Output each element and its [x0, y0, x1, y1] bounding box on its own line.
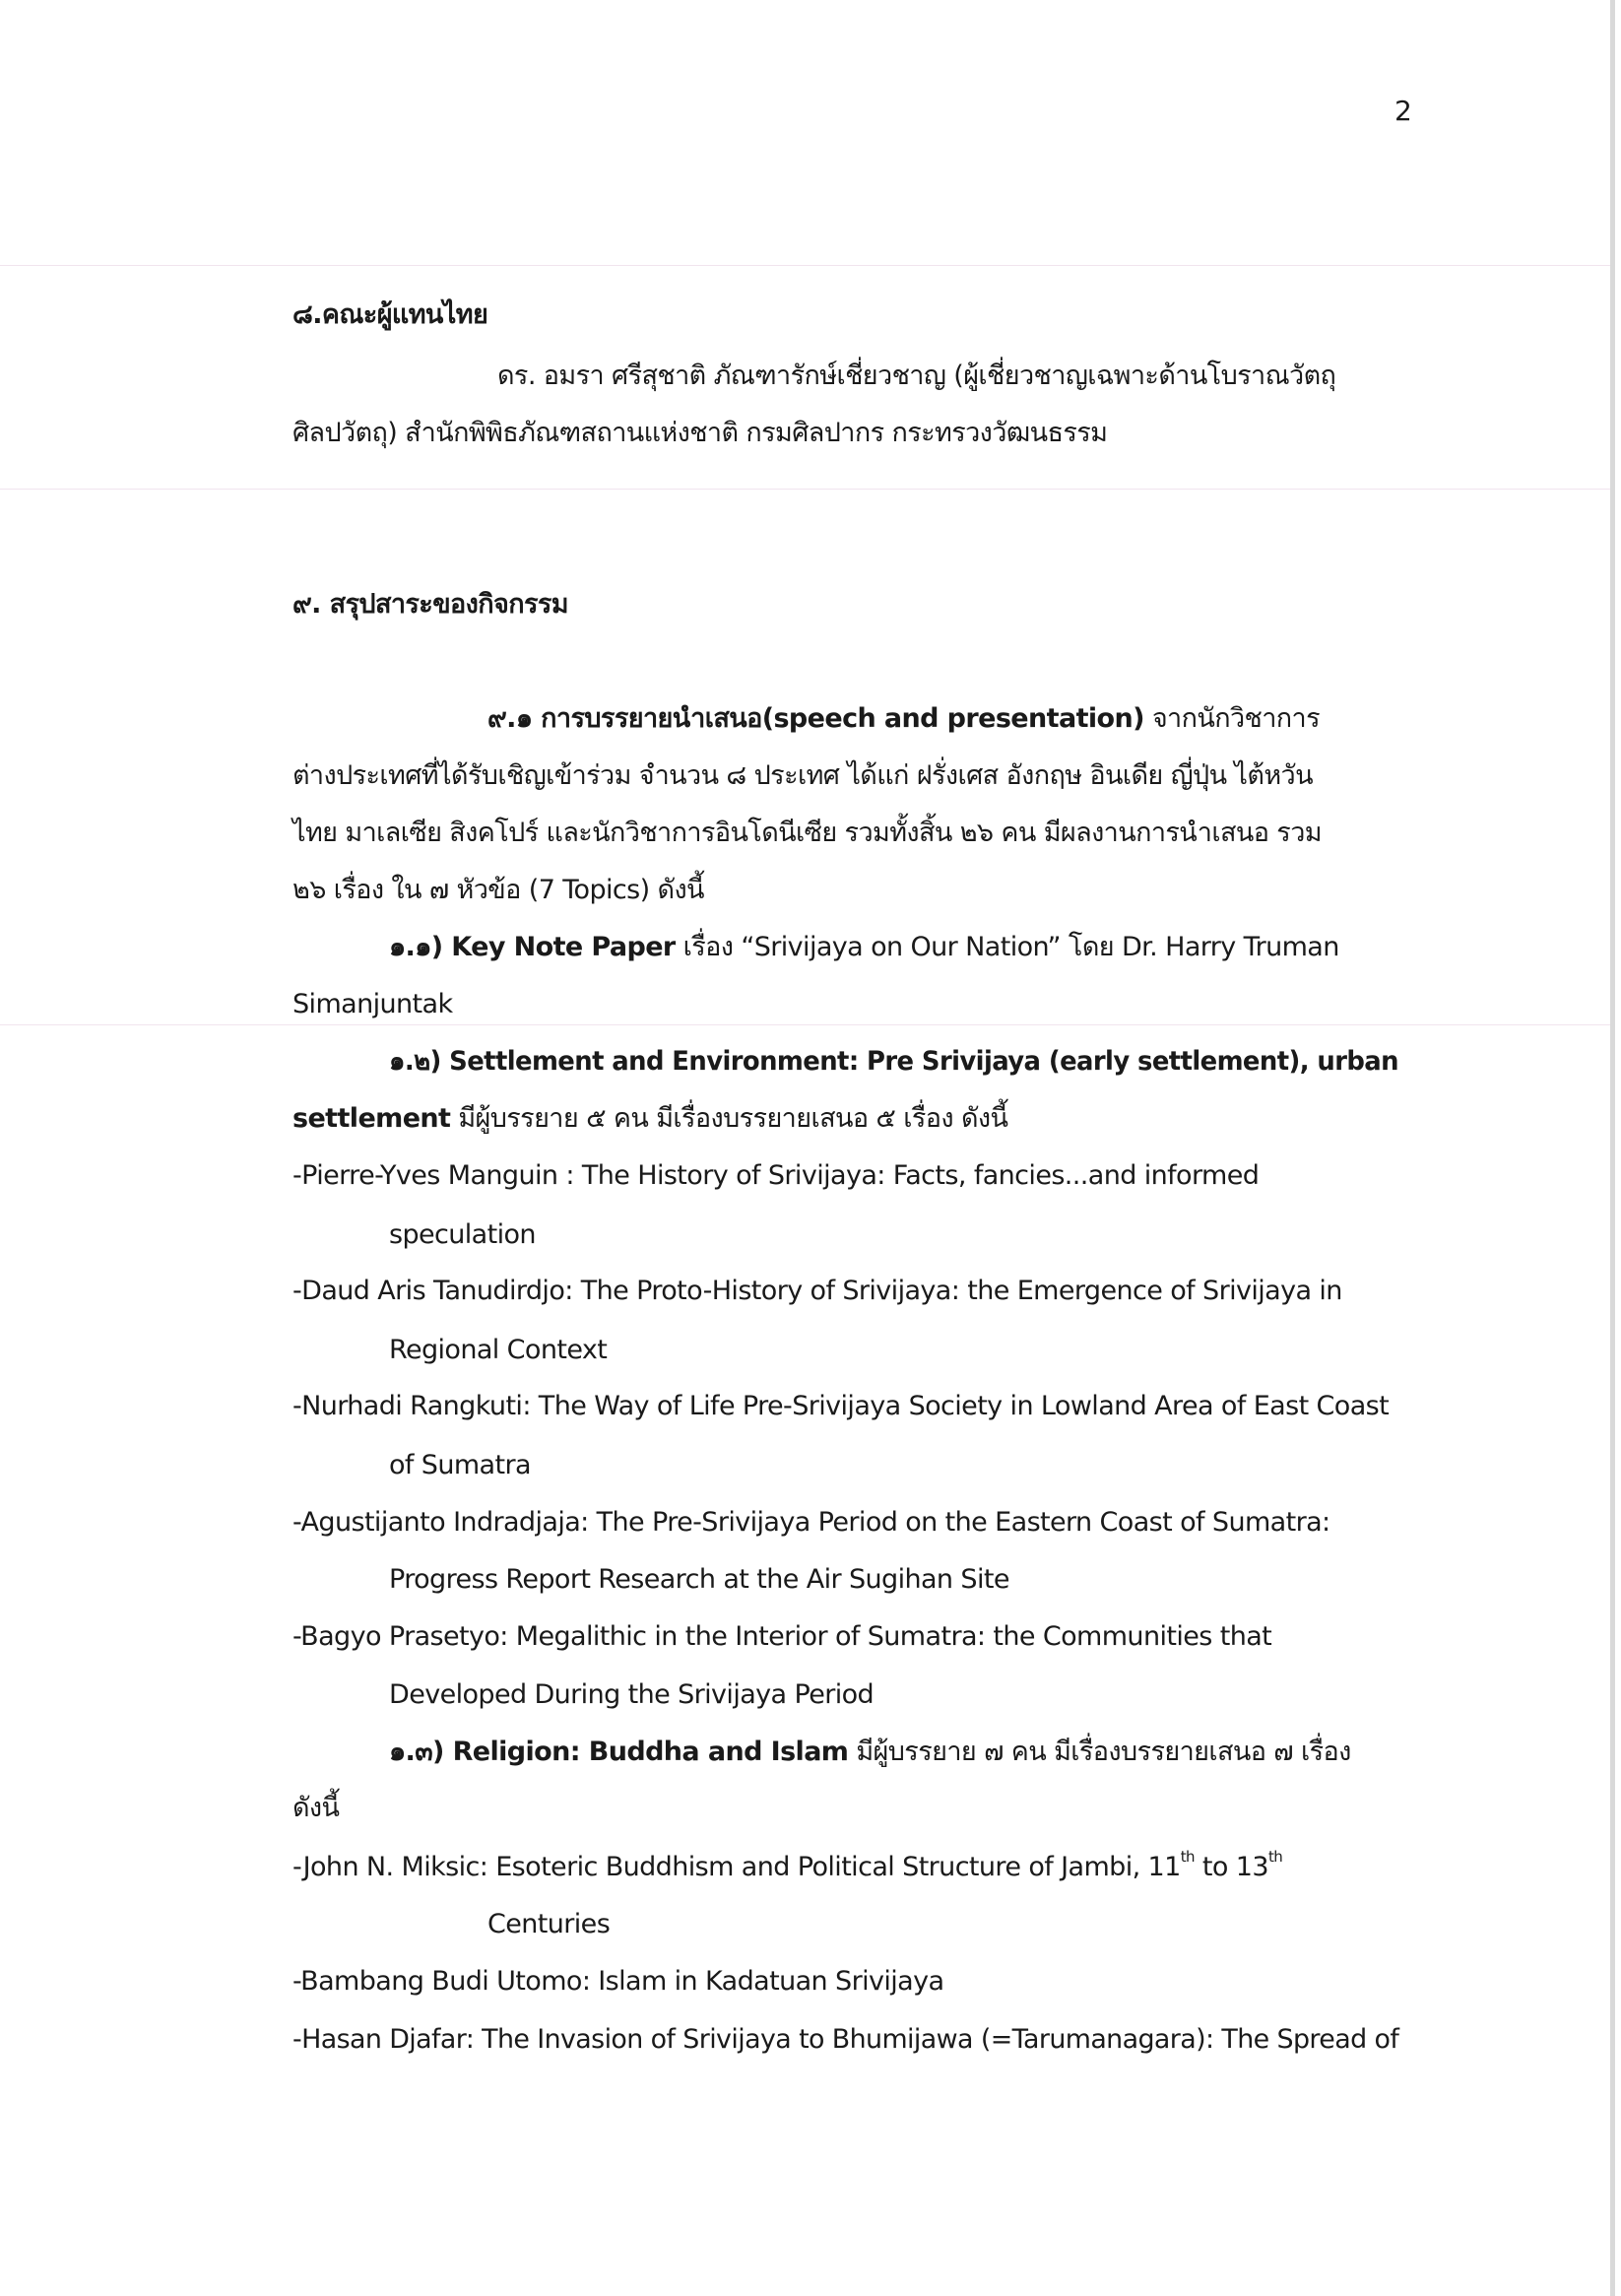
subsection-9-1-line-3: ไทย มาเลเซีย สิงคโปร์ และนักวิชาการอินโดนีเซีย รวมทั้งสิ้น ๒๖ คน มีผลงานการนำเสนอ รวม: [292, 818, 1322, 848]
topic-1-3-title: ๑.๓) Religion: Buddha and Islam: [389, 1737, 849, 1767]
list-item-line-1: -Daud Aris Tanudirdjo: The Proto-History of Srivijaya: the Emergence of Srivijaya in: [292, 1276, 1342, 1306]
list-item-line-2: of Sumatra: [389, 1450, 531, 1480]
list-item-line-1: -Hasan Djafar: The Invasion of Srivijaya to Bhumijawa (=Tarumanagara): The Spread of: [292, 2024, 1399, 2055]
section-9-heading: ๙. สรุปสาระของกิจกรรม: [292, 589, 568, 620]
list-item-line-2: Developed During the Srivijaya Period: [389, 1679, 875, 1710]
topic-1-2-line-2: [292, 1099, 1007, 1139]
ordinal-suffix: th: [1267, 1848, 1283, 1866]
list-item-line-2: Centuries: [487, 1909, 611, 1939]
topic-1-1-line-1: [389, 928, 1339, 967]
topic-1-3-line-2: ดังนี้: [292, 1793, 340, 1823]
list-item-line-1: -Bambang Budi Utomo: Islam in Kadatuan Srivijaya: [292, 1966, 944, 1997]
topic-1-2-text: มีผู้บรรยาย ๕ คน มีเรื่องบรรยายเสนอ ๕ เรื่อง ดังนี้: [450, 1103, 1008, 1134]
topic-1-2-title-cont: settlement: [292, 1103, 451, 1134]
subsection-9-1-line-1: [487, 699, 1320, 739]
topic-1-1-title: ๑.๑) Key Note Paper: [389, 932, 676, 962]
topic-1-1-text: เรื่อง “Srivijaya on Our Nation” โดย Dr. Harry Truman: [675, 932, 1339, 962]
subsection-9-1-title: ๙.๑ การบรรยายนำเสนอ(speech and presentation): [487, 703, 1144, 734]
page-edge-shadow: [1610, 0, 1615, 2296]
section-8-text-line-2: ศิลปวัตถุ) สำนักพิพิธภัณฑสถานแห่งชาติ กรมศิลปากร กระทรวงวัฒนธรรม: [292, 418, 1108, 448]
subsection-9-1-line-4: ๒๖ เรื่อง ใน ๗ หัวข้อ (7 Topics) ดังนี้: [292, 875, 704, 905]
list-item-line-1: -Agustijanto Indradjaja: The Pre-Srivijaya Period on the Eastern Coast of Sumatra:: [292, 1507, 1330, 1538]
page-number: 2: [1394, 95, 1412, 127]
topic-1-2-title: ๑.๒) Settlement and Environment: Pre Srivijaya (early settlement), urban: [389, 1046, 1398, 1077]
list-item-line-2: Regional Context: [389, 1335, 608, 1365]
list-item-line-1: -Nurhadi Rangkuti: The Way of Life Pre-Srivijaya Society in Lowland Area of East Coast: [292, 1391, 1390, 1421]
list-item-line-1: [292, 1848, 1282, 1887]
list-item-line-2: speculation: [389, 1219, 536, 1250]
scan-artifact-line: [0, 265, 1610, 266]
scan-artifact-line: [0, 1024, 1610, 1025]
list-item-line-1: -Bagyo Prasetyo: Megalithic in the Interior of Sumatra: the Communities that: [292, 1621, 1272, 1652]
section-8-heading: ๘.คณะผู้แทนไทย: [292, 299, 488, 330]
subsection-9-1-line-2: ต่างประเทศที่ได้รับเชิญเข้าร่วม จำนวน ๘ ประเทศ ได้แก่ ฝรั่งเศส อังกฤษ อินเดีย ญี่ปุ่น ไต้หวัน: [292, 760, 1313, 791]
topic-1-3-text: มีผู้บรรยาย ๗ คน มีเรื่องบรรยายเสนอ ๗ เรื่อง: [848, 1737, 1351, 1767]
list-item-text: -John N. Miksic: Esoteric Buddhism and Political Structure of Jambi, 11: [292, 1852, 1181, 1882]
subsection-9-1-text: จากนักวิชาการ: [1143, 703, 1321, 734]
ordinal-suffix: th: [1180, 1848, 1195, 1866]
list-item-line-2: Progress Report Research at the Air Sugihan Site: [389, 1564, 1009, 1595]
section-8-text-line-1: ดร. อมรา ศรีสุชาติ ภัณฑารักษ์เชี่ยวชาญ (ผู้เชี่ยวชาญเฉพาะด้านโบราณวัตถุ: [497, 361, 1336, 391]
scan-artifact-line: [0, 489, 1610, 490]
list-item-text: to 13: [1194, 1852, 1268, 1882]
list-item-line-1: -Pierre-Yves Manguin : The History of Srivijaya: Facts, fancies...and informed: [292, 1160, 1260, 1191]
topic-1-1-line-2: Simanjuntak: [292, 989, 453, 1019]
topic-1-3-line-1: [389, 1733, 1351, 1772]
